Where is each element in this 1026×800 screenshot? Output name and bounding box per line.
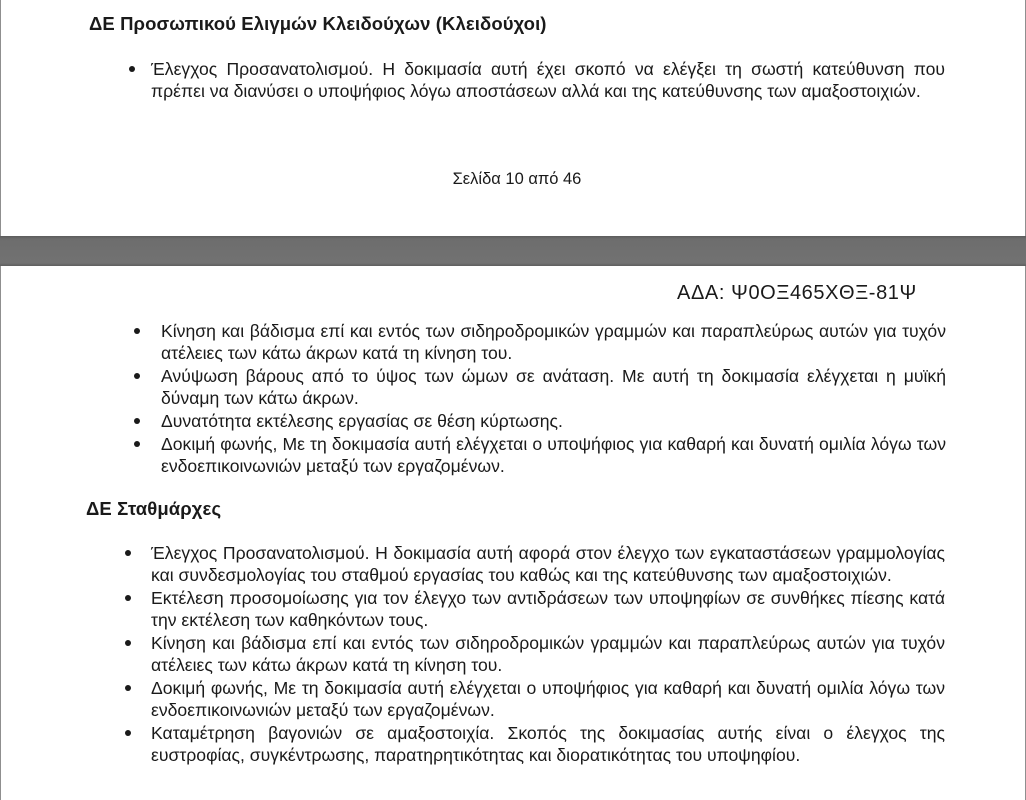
list-item xyxy=(134,365,946,409)
list-item xyxy=(134,410,946,432)
bullet-icon xyxy=(134,373,140,379)
kleidouxoi-test-list xyxy=(127,58,945,103)
bullet-icon xyxy=(125,550,131,556)
bullet-icon xyxy=(125,730,131,736)
list-item xyxy=(125,587,945,631)
page-11 xyxy=(0,266,1026,800)
list-item-text: Έλεγχος Προσανατολισμού. Η δοκιμασία αυτή έχει σκοπό να ελέγξει τη σωστή κατεύθυνση που πρέπει να διανύσει ο υποψήφιος λόγω αποστάσεων αλλά και της κατεύθυνσης των αμαξοστοιχιών. xyxy=(151,59,945,101)
page-number: Σελίδα 10 από 46 xyxy=(452,170,582,188)
bullet-icon xyxy=(134,441,140,447)
bullet-icon xyxy=(134,418,140,424)
list-item xyxy=(125,542,945,586)
bullet-icon xyxy=(129,66,135,72)
list-item xyxy=(127,58,945,102)
list-item-text: Κίνηση και βάδισμα επί και εντός των σιδηροδρομικών γραμμών και παραπλεύρως αυτών για τυχόν ατέλειες των κάτω άκρων κατά τη κίνηση του. xyxy=(161,321,946,363)
page-10 xyxy=(0,0,1026,236)
page-separator xyxy=(0,236,1026,266)
list-item xyxy=(134,433,946,477)
bullet-icon xyxy=(134,328,140,334)
bullet-icon xyxy=(125,685,131,691)
list-item-text: Ανύψωση βάρους από το ύψος των ώμων σε ανάταση. Με αυτή τη δοκιμασία ελέγχεται η μυϊκή δύναμη των κάτω άκρων. xyxy=(161,366,946,408)
bullet-icon xyxy=(125,640,131,646)
bullet-icon xyxy=(125,595,131,601)
list-item xyxy=(134,320,946,364)
list-item xyxy=(125,632,945,676)
continued-test-list xyxy=(134,320,946,478)
list-item xyxy=(125,677,945,721)
list-item-text: Κίνηση και βάδισμα επί και εντός των σιδηροδρομικών γραμμών και παραπλεύρως αυτών για τυχόν ατέλειες των κάτω άκρων κατά τη κίνηση του. xyxy=(151,633,945,675)
list-item-text: Δοκιμή φωνής, Με τη δοκιμασία αυτή ελέγχεται ο υποψήφιος για καθαρή και δυνατή ομιλία λόγω των ενδοεπικοινωνιών μεταξύ των εργαζομένων. xyxy=(161,434,946,476)
list-item-text: Δοκιμή φωνής, Με τη δοκιμασία αυτή ελέγχεται ο υποψήφιος για καθαρή και δυνατή ομιλία λόγω των ενδοεπικοινωνιών μεταξύ των εργαζομένων. xyxy=(151,678,945,720)
section-heading-kleidouxoi: ΔΕ Προσωπικού Ελιγμών Κλειδούχων (Κλειδούχοι) xyxy=(89,13,547,34)
ada-code: ΑΔΑ: Ψ0ΟΞ465ΧΘΞ-81Ψ xyxy=(677,282,917,304)
list-item-text: Δυνατότητα εκτέλεσης εργασίας σε θέση κύρτωσης. xyxy=(161,411,563,431)
list-item-text: Καταμέτρηση βαγονιών σε αμαξοστοιχία. Σκοπός της δοκιμασίας αυτής είναι ο έλεγχος της ευστροφίας, συγκέντρωσης, παρατηρητικότητας και διορατικότητας του υποψηφίου. xyxy=(151,723,945,765)
list-item-text: Εκτέλεση προσομοίωσης για τον έλεγχο των αντιδράσεων των υποψηφίων σε συνθήκες πίεσης κατά την εκτέλεση των καθηκόντων τους. xyxy=(151,588,945,630)
list-item-text: Έλεγχος Προσανατολισμού. Η δοκιμασία αυτή αφορά στον έλεγχο των εγκαταστάσεων γραμμολογίας και συνδεσμολογίας του σταθμού εργασίας του καθώς και της κατεύθυνσης των αμαξοστοιχιών. xyxy=(151,543,945,585)
list-item xyxy=(125,722,945,766)
stathmarxes-test-list xyxy=(125,542,945,767)
section-heading-stathmarxes: ΔΕ Σταθμάρχες xyxy=(86,498,222,519)
